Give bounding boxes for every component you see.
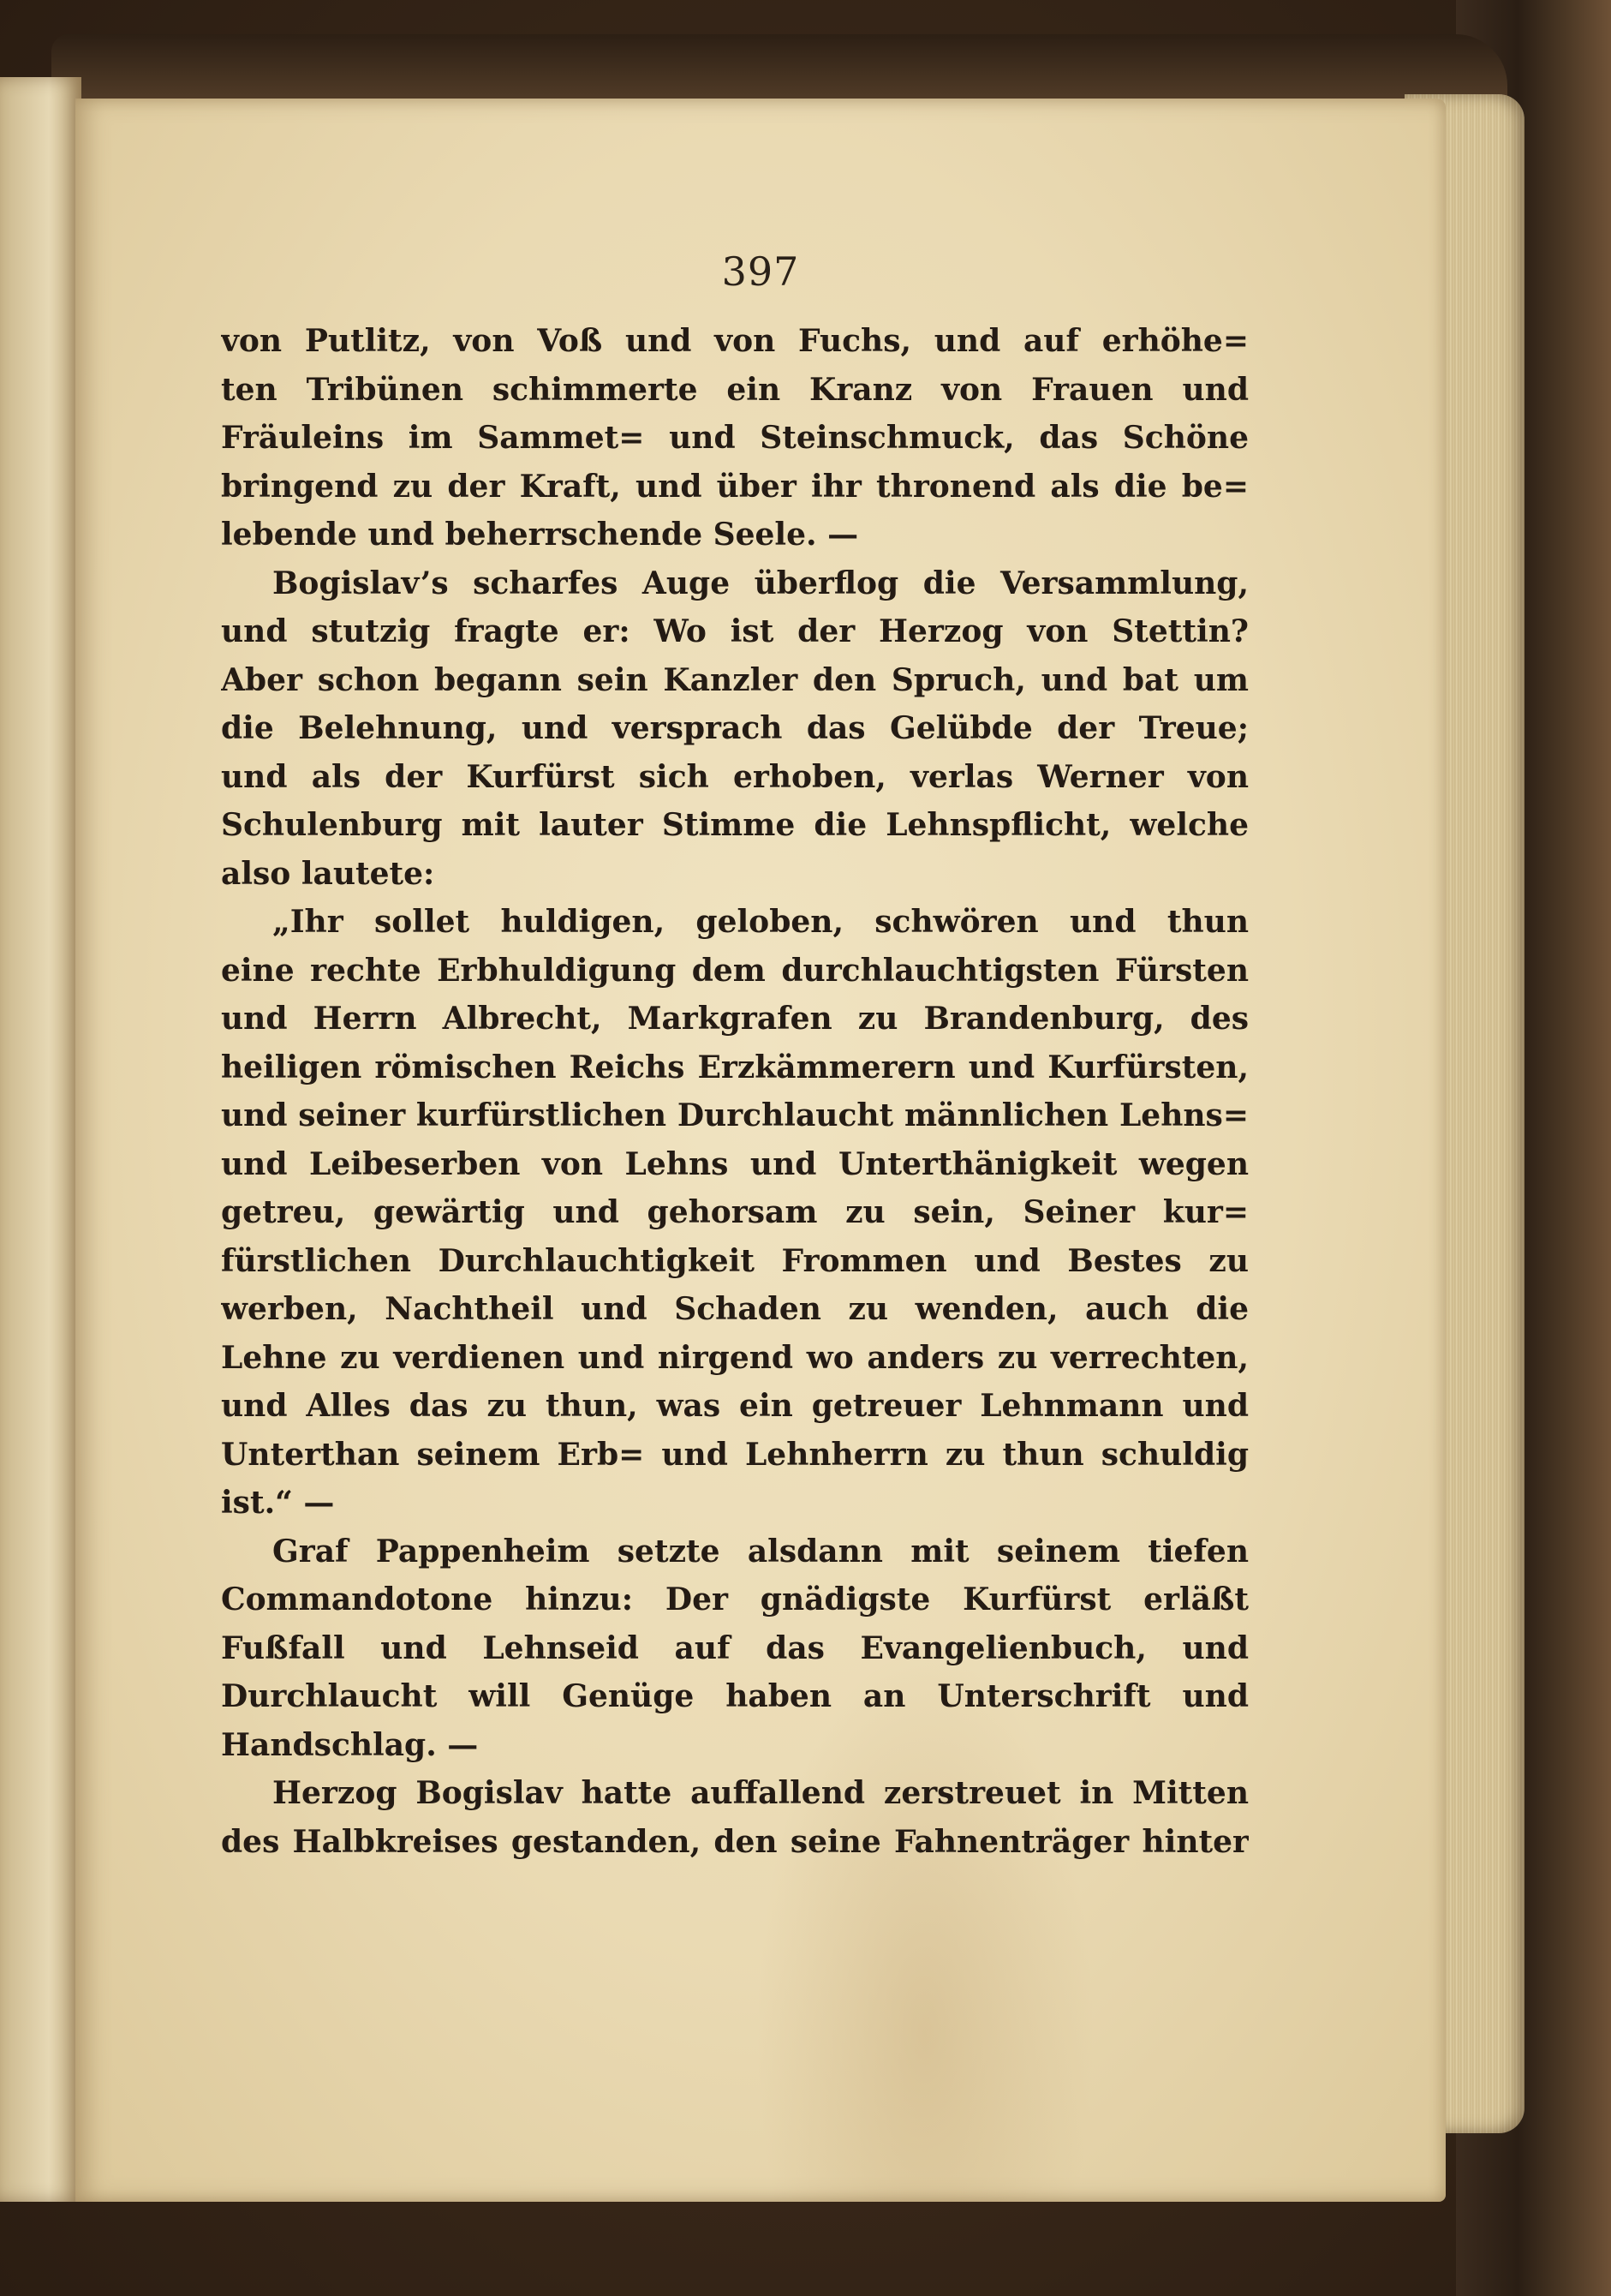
text-line: Graf Pappenheim setzte alsdann mit seinem tiefen — [272, 1533, 1249, 1570]
text-line: Durchlaucht will Genüge haben an Unterschrift und — [221, 1678, 1249, 1714]
left-page-sliver — [0, 77, 81, 2202]
page-number: 397 — [721, 248, 800, 295]
page-text-block — [221, 317, 1249, 1866]
text-line: und als der Kurfürst sich erhoben, verlas Werner von — [221, 758, 1249, 795]
text-line: lebende und beherrschende Seele. — — [221, 517, 859, 553]
text-line: die Belehnung, und versprach das Gelübde der Treue; — [221, 710, 1249, 746]
text-line: Schulenburg mit lauter Stimme die Lehnspflicht, welche — [221, 807, 1249, 843]
book-page — [75, 99, 1446, 2202]
text-line: Unterthan seinem Erb= und Lehnherrn zu thun schuldig — [221, 1436, 1249, 1473]
text-line: Herzog Bogislav hatte auffallend zerstreuet in Mitten — [272, 1775, 1249, 1811]
text-line: bringend zu der Kraft, und über ihr thronend als die be= — [221, 468, 1249, 505]
text-line: heiligen römischen Reichs Erzkämmerern und Kurfürsten, — [221, 1049, 1249, 1085]
text-line: und stutzig fragte er: Wo ist der Herzog von Stettin? — [221, 613, 1249, 649]
text-line: ten Tribünen schimmerte ein Kranz von Frauen und — [221, 371, 1249, 408]
text-line: Commandotone hinzu: Der gnädigste Kurfürst erläßt — [221, 1581, 1249, 1617]
text-line: Fußfall und Lehnseid auf das Evangelienbuch, und — [221, 1629, 1249, 1666]
text-line: „Ihr sollet huldigen, geloben, schwören und thun — [272, 904, 1249, 940]
text-line: Bogislav’s scharfes Auge überflog die Versammlung, — [272, 565, 1249, 601]
text-line: ist.“ — — [221, 1485, 335, 1521]
text-line: des Halbkreises gestanden, den seine Fahnenträger hinter — [221, 1823, 1249, 1860]
text-line: Fräuleins im Sammet= und Steinschmuck, das Schöne — [221, 420, 1249, 456]
text-line: und Leibeserben von Lehns und Unterthänigkeit wegen — [221, 1145, 1249, 1182]
text-line: und seiner kurfürstlichen Durchlaucht männlichen Lehns= — [221, 1097, 1249, 1133]
text-line: Lehne zu verdienen und nirgend wo anders zu verrechten, — [221, 1339, 1249, 1376]
text-line: und Alles das zu thun, was ein getreuer Lehnmann und — [221, 1388, 1249, 1424]
text-line: eine rechte Erbhuldigung dem durchlauchtigsten Fürsten — [221, 952, 1249, 989]
text-line: und Herrn Albrecht, Markgrafen zu Brandenburg, des — [221, 1001, 1249, 1037]
text-line: fürstlichen Durchlauchtigkeit Frommen und Bestes zu — [221, 1242, 1249, 1279]
text-line: getreu, gewärtig und gehorsam zu sein, Seiner kur= — [221, 1194, 1249, 1230]
text-line: also lautete: — [221, 855, 435, 892]
text-line: werben, Nachtheil und Schaden zu wenden, auch die — [221, 1291, 1249, 1327]
text-line: von Putlitz, von Voß und von Fuchs, und auf erhöhe= — [221, 323, 1249, 359]
text-line: Handschlag. — — [221, 1726, 479, 1763]
text-line: Aber schon begann sein Kanzler den Spruch, und bat um — [221, 661, 1249, 698]
